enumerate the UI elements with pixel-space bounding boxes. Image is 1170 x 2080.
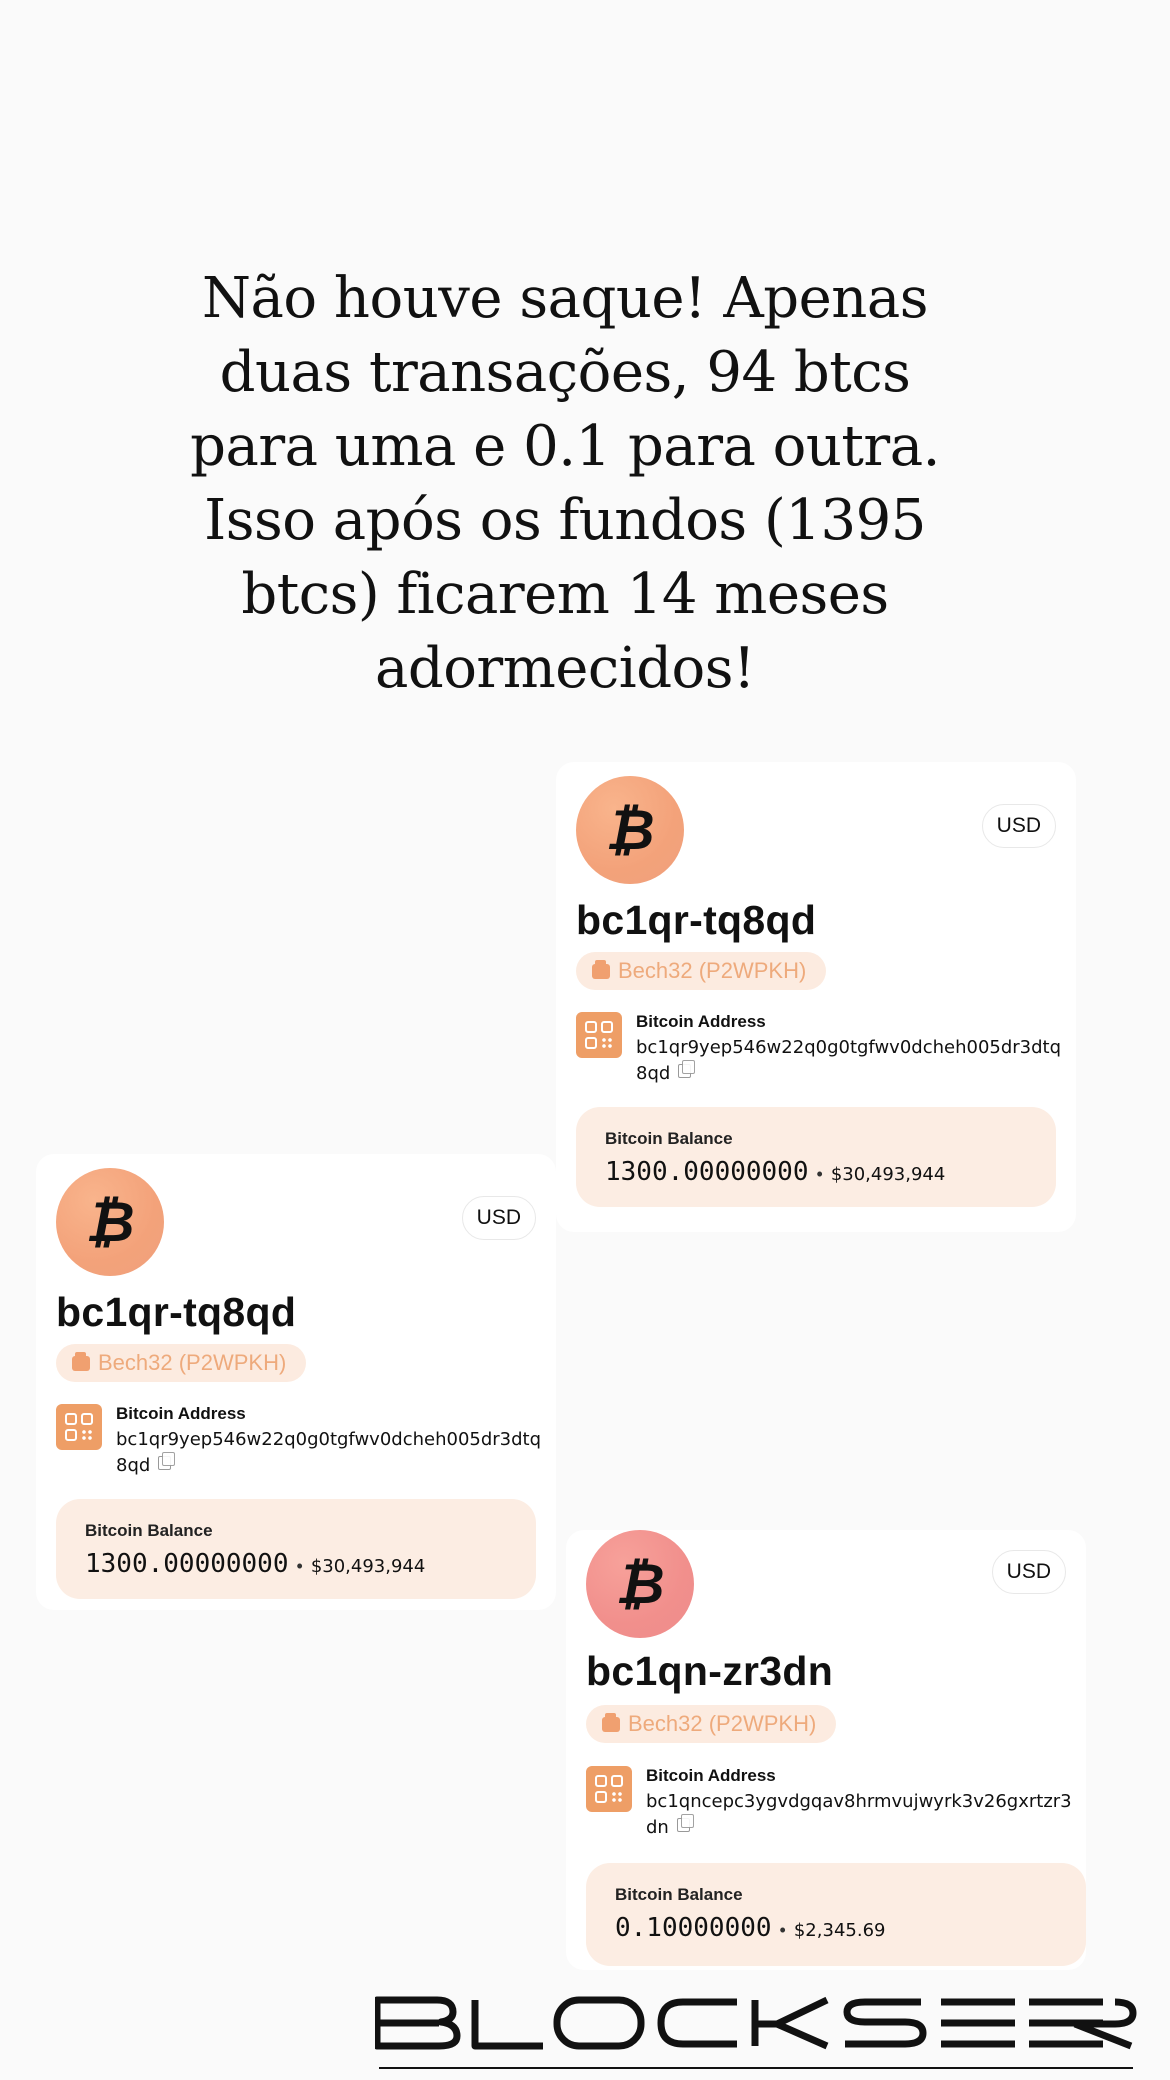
- qr-code-icon[interactable]: [56, 1404, 102, 1450]
- separator-dot: •: [779, 1920, 786, 1940]
- currency-toggle-button[interactable]: USD: [982, 804, 1056, 848]
- bitcoin-icon: ₿: [586, 1530, 694, 1638]
- address-label: Bitcoin Address: [636, 1012, 766, 1031]
- copy-icon[interactable]: [158, 1456, 171, 1470]
- currency-toggle-button[interactable]: USD: [462, 1196, 536, 1240]
- balance-panel: [56, 1499, 536, 1599]
- address-card: [36, 1154, 556, 1610]
- address-type-badge: Bech32 (P2WPKH): [56, 1344, 306, 1382]
- balance-btc: 0.10000000: [615, 1913, 772, 1943]
- balance-label: Bitcoin Balance: [605, 1129, 733, 1148]
- balance-usd: $30,493,944: [830, 1164, 946, 1185]
- qr-code-icon[interactable]: [576, 1012, 622, 1058]
- bitcoin-icon: ₿: [56, 1168, 164, 1276]
- address-value: bc1qr9yep546w22q0g0tgfwv0dcheh005dr3dtq8qd: [116, 1429, 542, 1476]
- wallet-icon: [602, 1717, 620, 1732]
- balance-panel: [586, 1863, 1086, 1966]
- balance-panel: [576, 1107, 1056, 1207]
- address-type-badge: Bech32 (P2WPKH): [576, 952, 826, 990]
- balance-btc: 1300.00000000: [85, 1549, 289, 1579]
- wallet-icon: [592, 964, 610, 979]
- separator-dot: •: [296, 1556, 303, 1576]
- headline-text: Não houve saque! Apenas duas transações, 94 btcs para uma e 0.1 para outra. Isso após os fundos (1395 btcs) ficarem 14 meses adormecidos!: [190, 266, 940, 701]
- balance-btc: 1300.00000000: [605, 1157, 809, 1187]
- address-title: bc1qr-tq8qd: [576, 897, 817, 943]
- address-card: [556, 762, 1076, 1232]
- address-value: bc1qr9yep546w22q0g0tgfwv0dcheh005dr3dtq8qd: [636, 1037, 1062, 1084]
- currency-toggle-button[interactable]: USD: [992, 1550, 1066, 1594]
- address-card: [566, 1530, 1086, 1970]
- blockseer-logo: [375, 1996, 1137, 2072]
- separator-dot: •: [816, 1164, 823, 1184]
- address-title: bc1qr-tq8qd: [56, 1289, 297, 1335]
- balance-label: Bitcoin Balance: [85, 1521, 213, 1540]
- bitcoin-icon: ₿: [576, 776, 684, 884]
- copy-icon[interactable]: [678, 1064, 691, 1078]
- address-title: bc1qn-zr3dn: [586, 1648, 834, 1694]
- qr-code-icon[interactable]: [586, 1766, 632, 1812]
- balance-usd: $2,345.69: [793, 1920, 886, 1941]
- address-value: bc1qncepc3ygvdgqav8hrmvujwyrk3v26gxrtzr3dn: [646, 1791, 1072, 1838]
- balance-usd: $30,493,944: [310, 1556, 426, 1577]
- address-label: Bitcoin Address: [116, 1404, 246, 1423]
- copy-icon[interactable]: [677, 1818, 690, 1832]
- wallet-icon: [72, 1356, 90, 1371]
- address-label: Bitcoin Address: [646, 1766, 776, 1785]
- balance-label: Bitcoin Balance: [615, 1885, 743, 1904]
- address-type-badge: Bech32 (P2WPKH): [586, 1705, 836, 1743]
